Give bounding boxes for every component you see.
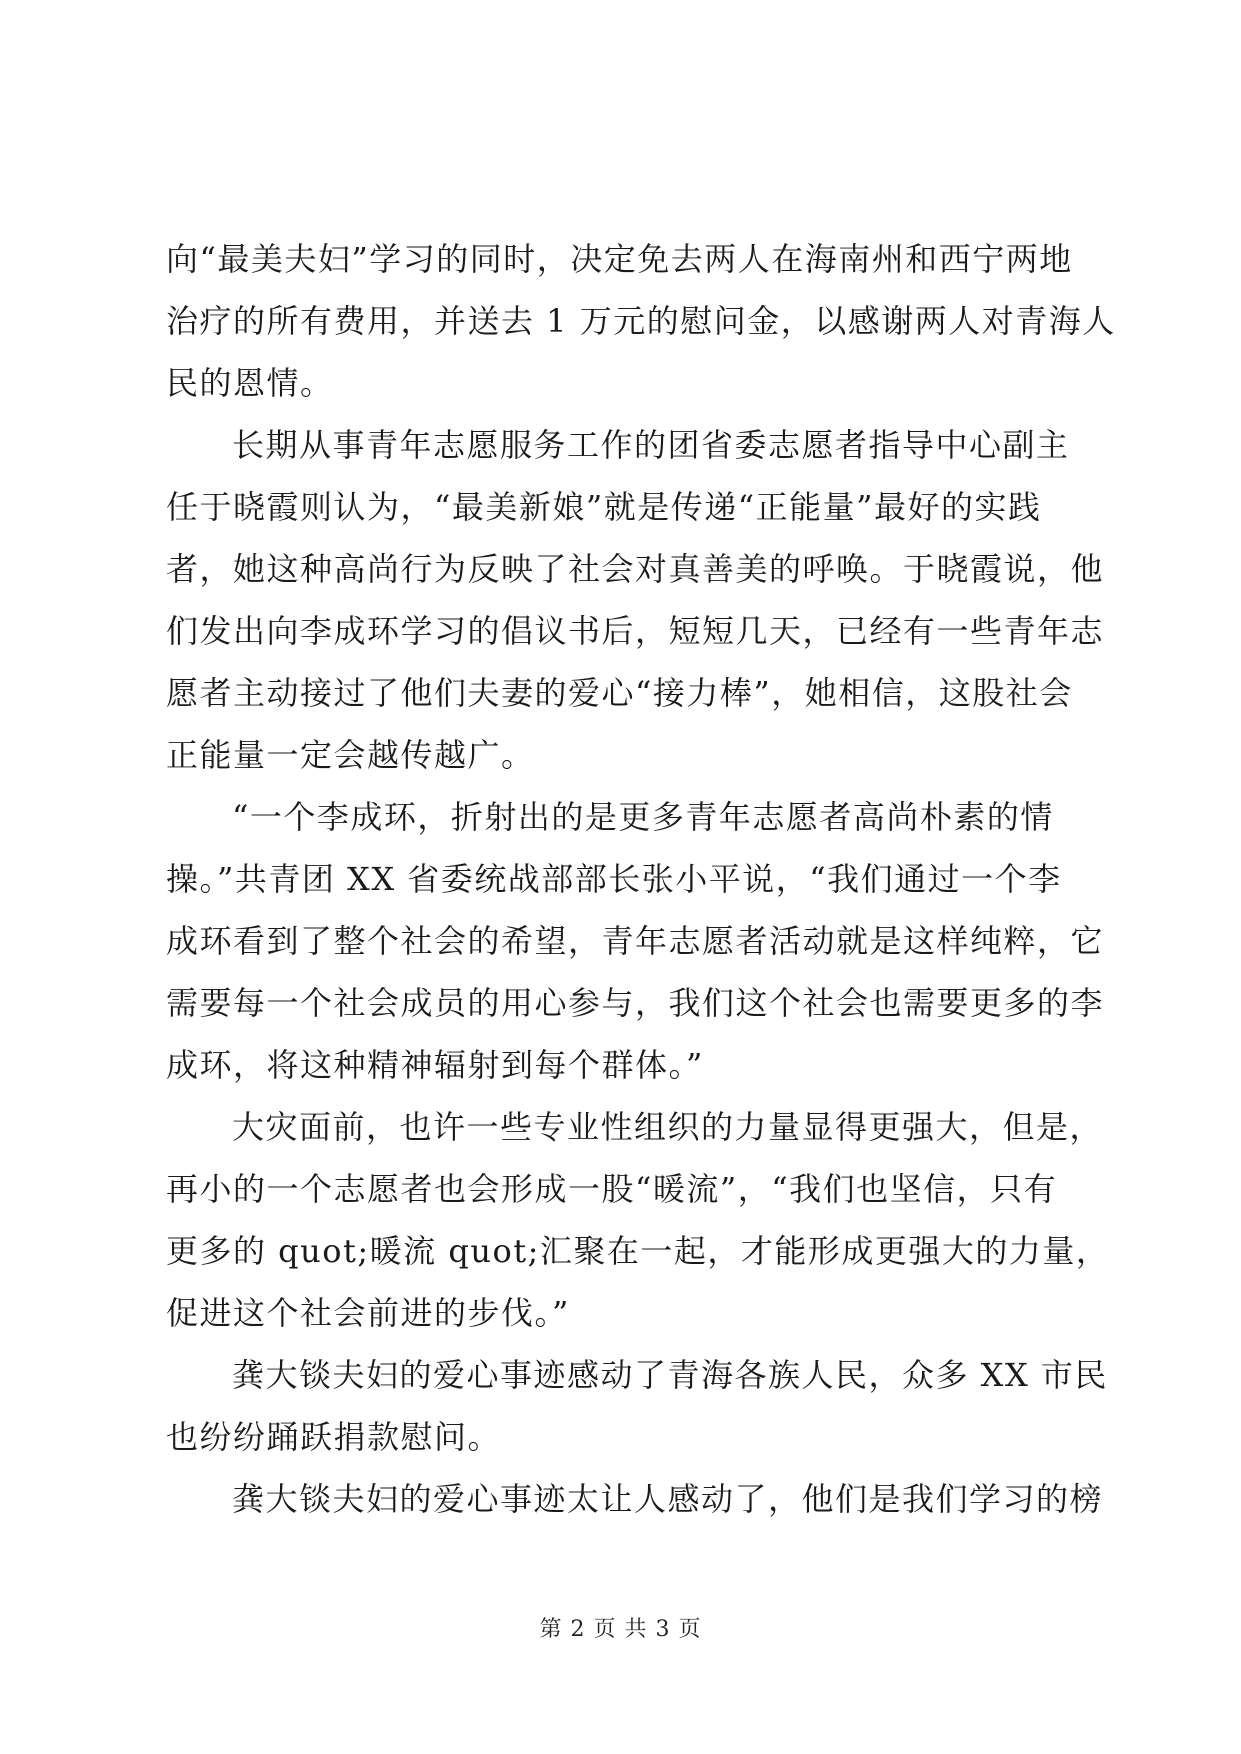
- text-line: 治疗的所有费用，并送去 1 万元的慰问金，以感谢两人对青海人: [166, 302, 1116, 340]
- paragraph-start-line: 龚大锬夫妇的爱心事迹太让人感动了，他们是我们学习的榜: [232, 1480, 1104, 1518]
- text-line: 向“最美夫妇”学习的同时，决定免去两人在海南州和西宁两地: [166, 240, 1073, 278]
- text-line: 者，她这种高尚行为反映了社会对真善美的呼唤。于晓霞说，他: [166, 550, 1105, 588]
- text-line: 民的恩情。: [166, 364, 334, 402]
- text-line: 需要每一个社会成员的用心参与，我们这个社会也需要更多的李: [166, 984, 1105, 1022]
- paragraph-start-line: 大灾面前，也许一些专业性组织的力量显得更强大，但是，: [232, 1108, 1104, 1146]
- text-line: 们发出向李成环学习的倡议书后，短短几天，已经有一些青年志: [166, 612, 1105, 650]
- text-line: 愿者主动接过了他们夫妻的爱心“接力棒”，她相信，这股社会: [166, 674, 1073, 712]
- paragraph-start-line: 龚大锬夫妇的爱心事迹感动了青海各族人民，众多 XX 市民: [232, 1356, 1108, 1394]
- text-line: 更多的 quot;暖流 quot;汇聚在一起，才能形成更强大的力量，: [166, 1232, 1110, 1270]
- text-line: 任于晓霞则认为，“最美新娘”就是传递“正能量”最好的实践: [166, 488, 1042, 526]
- text-line: 成环，将这种精神辐射到每个群体。”: [166, 1046, 704, 1084]
- document-body: [166, 228, 1116, 1530]
- text-line: 再小的一个志愿者也会形成一股“暖流”，“我们也坚信，只有: [166, 1170, 1058, 1208]
- text-line: 成环看到了整个社会的希望，青年志愿者活动就是这样纯粹，它: [166, 922, 1105, 960]
- paragraph-start-line: “一个李成环，折射出的是更多青年志愿者高尚朴素的情: [232, 798, 1054, 836]
- page-number-footer: 第 2 页 共 3 页: [539, 1617, 702, 1642]
- paragraph-start-line: 长期从事青年志愿服务工作的团省委志愿者指导中心副主: [232, 426, 1070, 464]
- text-line: 促进这个社会前进的步伐。”: [166, 1294, 570, 1332]
- text-line: 也纷纷踊跃捐款慰问。: [166, 1418, 502, 1456]
- text-line: 正能量一定会越传越广。: [166, 736, 535, 774]
- text-line: 操。”共青团 XX 省委统战部部长张小平说，“我们通过一个李: [166, 860, 1062, 898]
